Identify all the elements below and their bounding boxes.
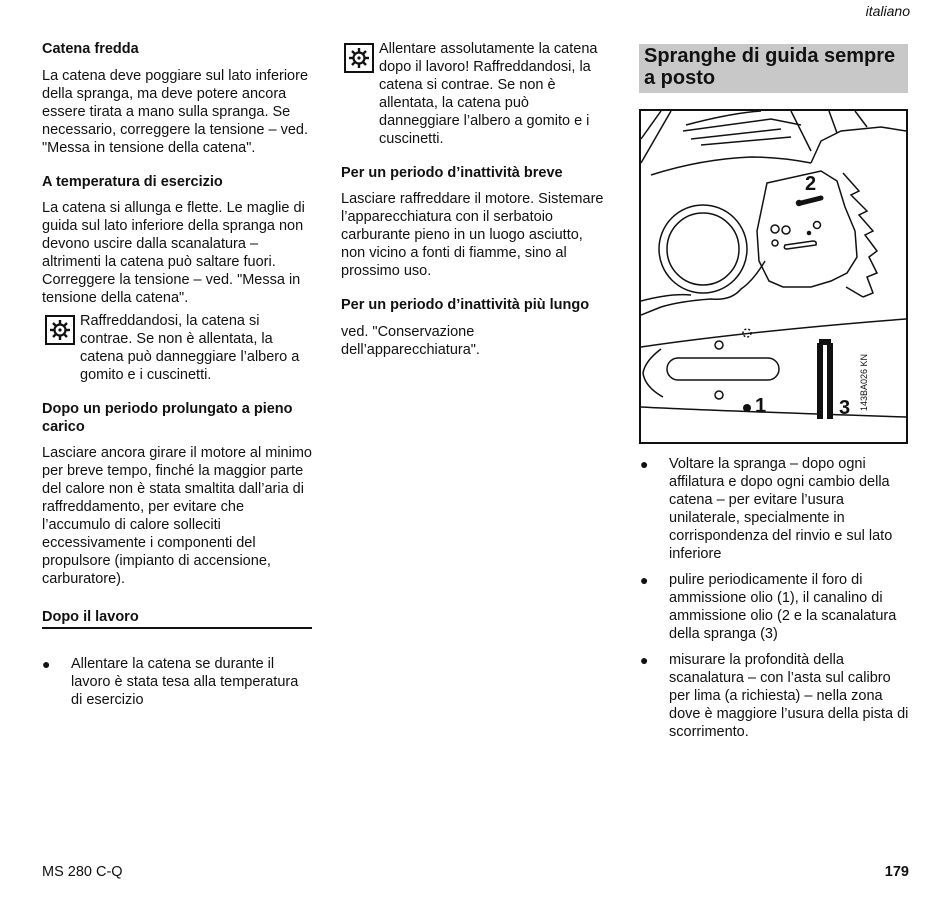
column-middle xyxy=(341,40,611,359)
bullet-text: misurare la profondità della scanalatura – con l’asta sul calibro per lima (a richiesta) – nella zona dove è maggiore l’usura della pista di scorrimento. xyxy=(669,652,909,740)
paragraph-inattivita-breve: Lasciare raffreddare il motore. Sistemare l’apparecchiatura con il serbatoio carburante pieno in un luogo asciutto, non vicino a fonti di fiamme, sino al prossimo uso. xyxy=(341,191,604,279)
bullet-icon: ● xyxy=(640,456,649,472)
note-text: Raffreddandosi, la catena si contrae. Se non è allentata, la catena può danneggiare l’albero a gomito e i cuscinetti. xyxy=(80,313,300,383)
footer-model: MS 280 C-Q xyxy=(42,864,123,880)
heading-dopo-il-lavoro: Dopo il lavoro xyxy=(42,608,312,629)
guide-bar-illustration xyxy=(639,109,908,444)
heading-inattivita-lungo: Per un periodo d’inattività più lungo xyxy=(341,297,590,313)
list-item xyxy=(640,455,912,563)
column-right-title xyxy=(639,44,909,93)
paragraph-catena-fredda: La catena deve poggiare sul lato inferiore della spranga, ma deve potere ancora essere tirata a mano sulla spranga. Se necessario, correggere la tensione – ved. "Messa in tensione della catena". xyxy=(42,68,309,156)
figure-code: 143BA026 KN xyxy=(859,353,869,411)
heading-inattivita-breve: Per un periodo d’inattività breve xyxy=(341,165,563,181)
maintenance-note xyxy=(42,312,312,384)
column-right-list xyxy=(640,455,912,741)
bullet-icon: ● xyxy=(640,572,649,588)
paragraph-inattivita-lungo: ved. "Conservazione dell’apparecchiatura". xyxy=(341,324,480,358)
bullet-text: pulire periodicamente il foro di ammissione olio (1), il canalino di ammissione olio (2 e la scanalatura della spranga (3) xyxy=(669,572,897,642)
maintenance-note xyxy=(341,40,611,148)
gear-icon xyxy=(344,43,374,73)
column-left xyxy=(42,40,312,709)
figure-label-3: 3 xyxy=(839,397,851,419)
language-label: italiano xyxy=(865,3,910,19)
list-item xyxy=(640,651,912,741)
bullet-text: Voltare la spranga – dopo ogni affilatura e dopo ogni cambio della catena – per evitare l’usura unilaterale, specialmente in corrispondenza del rinvio e sul lato inferiore xyxy=(669,456,893,562)
gear-icon xyxy=(45,315,75,345)
list-item xyxy=(42,655,312,709)
bullet-icon: ● xyxy=(42,656,51,672)
list-item xyxy=(640,571,912,643)
heading-temperatura-esercizio: A temperatura di esercizio xyxy=(42,174,223,190)
note-text: Allentare assolutamente la catena dopo il lavoro! Raffreddandosi, la catena si contrae. Se non è allentata, la catena può danneggiare l’albero a gomito e i cuscinetti. xyxy=(379,41,598,147)
bullet-icon: ● xyxy=(640,652,649,668)
heading-catena-fredda: Catena fredda xyxy=(42,41,139,57)
bullet-text: Allentare la catena se durante il lavoro è stata tesa alla temperatura di esercizio xyxy=(71,656,299,708)
page-number: 179 xyxy=(884,864,909,880)
heading-dopo-periodo-prolungato: Dopo un periodo prolungato a pieno carico xyxy=(42,401,293,435)
figure-label-2: 2 xyxy=(805,173,817,195)
figure-label-1: 1 xyxy=(755,395,767,417)
section-title: Spranghe di guida sempre a posto xyxy=(639,44,908,93)
paragraph-temperatura-esercizio: La catena si allunga e flette. Le maglie di guida sul lato inferiore della spranga non devono uscire dalla scanalatura – altrimenti la catena può saltare fuori. Correggere la tensione – ved. "Messa in tensione della catena". xyxy=(42,200,305,306)
paragraph-dopo-periodo-prolungato: Lasciare ancora girare il motore al minimo per breve tempo, finché la maggior parte del calore non è stata smaltita dall’aria di raffreddamento, per evitare che l’accumulo di calore solleciti eccessivamente i componenti del propulsore (impianto di accensione, carburatore). xyxy=(42,445,312,587)
